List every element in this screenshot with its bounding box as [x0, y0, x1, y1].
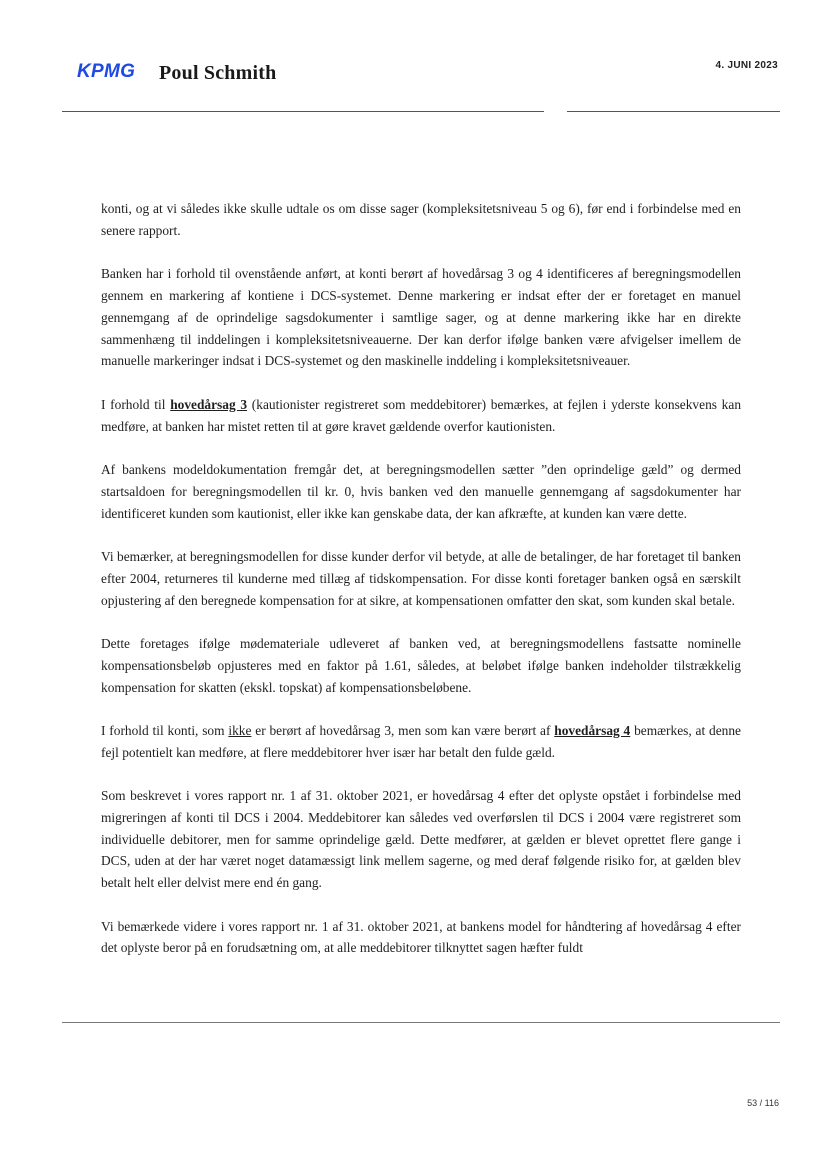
- body-text: [101, 198, 741, 959]
- ikke-emphasis: ikke: [228, 722, 252, 738]
- page-number: 53 / 116: [747, 1098, 779, 1108]
- hovedaarsag-3-reference: hovedårsag 3: [170, 396, 248, 412]
- paragraph-6: Dette foretages ifølge mødemateriale udleveret af banken ved, at beregningsmodellens fastsatte nominelle kompensationsbeløb opjusteres med en faktor på 1.61, således, at beløbet ifølge banken indeholder tilstrækkelig kompensation for skatten (ekskl. topskat) af kompensationsbeløbene.: [101, 635, 741, 695]
- paragraph-5: Vi bemærker, at beregningsmodellen for disse kunder derfor vil betyde, at alle de betalinger, de har foretaget til banken efter 2004, returneres til kunderne med tillæg af tidskompensation. For disse konti foretager banken også en særskilt opjustering af den beregnede kompensation for at sikre, at kompensationen omfatter den skat, som kunden skal betale.: [101, 548, 741, 608]
- paragraph-4: Af bankens modeldokumentation fremgår det, at beregningsmodellen sætter ”den oprindelige gæld” og dermed startsaldoen for beregningsmodellen til kr. 0, hvis banken ved den manuelle gennemgang af sagsdokumenter har identificeret kunden som kautionist, eller ikke kan genskabe data, der kan afkræfte, at kunden kan være dette.: [101, 461, 741, 521]
- paragraph-7: [101, 720, 741, 764]
- paragraph-8: Som beskrevet i vores rapport nr. 1 af 31. oktober 2021, er hovedårsag 4 efter det oplyste opstået i forbindelse med migreringen af konti til DCS i 2004. Meddebitorer kan således ved overførslen til DCS i 2004 være registreret som individuelle debitorer, men for samme oprindelige gæld. Dette medfører, at gælden er blevet oprettet flere gange i DCS, uden at der har været noget datamæssigt link mellem sagerne, og med deraf følgende risiko for, at gælden blev betalt helt eller delvist mere end én gang.: [101, 788, 741, 891]
- paragraph-7-pre: I forhold til konti, som: [101, 722, 229, 738]
- paragraph-1: konti, og at vi således ikke skulle udtale os om disse sager (kompleksitetsniveau 5 og 6), før end i forbindelse med en senere rapport.: [101, 201, 741, 238]
- hovedaarsag-4-reference: hovedårsag 4: [554, 722, 631, 738]
- paragraph-7-mid: er berørt af hovedårsag 3, men som kan være berørt af: [251, 722, 555, 738]
- paragraph-9: Vi bemærkede videre i vores rapport nr. 1 af 31. oktober 2021, at bankens model for håndtering af hovedårsag 4 efter det oplyste beror på en forudsætning om, at alle meddebitorer tilknyttet sagen hæfter fuldt: [101, 918, 741, 956]
- footer-rule: [62, 1022, 780, 1023]
- document-date: 4. JUNI 2023: [715, 60, 778, 71]
- paragraph-3: [101, 394, 741, 438]
- paragraph-7-post: bemærkes, at denne fejl potentielt kan medføre, at flere meddebitorer hver især har betalt den fulde gæld.: [101, 722, 742, 760]
- firm-name: Poul Schmith: [159, 62, 277, 84]
- kpmg-logo: KPMG: [77, 61, 136, 82]
- header-rule-right: [567, 111, 780, 112]
- paragraph-3-post: (kautionister registreret som meddebitorer) bemærkes, at fejlen i yderste konsekvens kan medføre, at banken har mistet retten til at gøre kravet gældende overfor kautionisten.: [101, 396, 742, 434]
- paragraph-2: Banken har i forhold til ovenstående anført, at konti berørt af hovedårsag 3 og 4 identificeres af beregningsmodellen gennem en markering af kontiene i DCS-systemet. Denne markering er indsat efter der er foretaget en manuel gennemgang af de oprindelige sagsdokumenter i samtlige sager, og at denne markering ikke har en direkte sammenhæng til inddelingen i kompleksitetsniveauerne. Der kan derfor ifølge banken være afvigelser imellem de manuelle markeringer indsat i DCS-systemet og den maskinelle inddeling i kompleksitetsniveauer.: [101, 266, 741, 369]
- header-rule-left: [62, 111, 544, 112]
- paragraph-3-pre: I forhold til: [101, 396, 171, 412]
